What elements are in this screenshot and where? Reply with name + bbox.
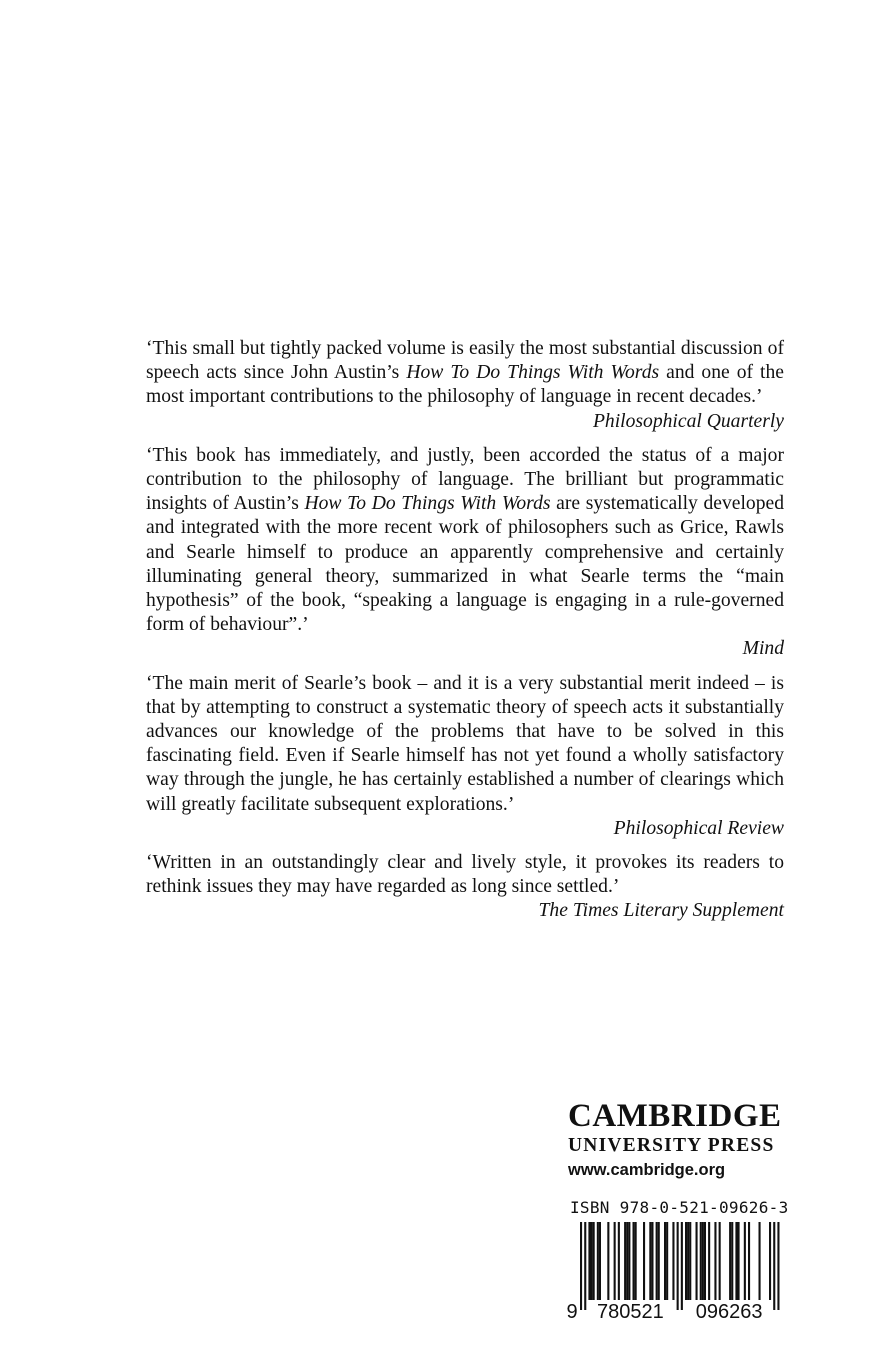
barcode-bar	[614, 1222, 616, 1300]
barcode-bar	[666, 1222, 668, 1300]
barcode-bar	[708, 1222, 710, 1300]
barcode-bar	[635, 1222, 637, 1300]
barcode-bar	[658, 1222, 660, 1300]
barcode-bar	[677, 1222, 679, 1310]
barcode-bar	[769, 1222, 771, 1300]
review-quote	[146, 337, 784, 434]
review-body	[146, 338, 784, 407]
barcode-bar	[729, 1222, 731, 1300]
barcode-bar	[702, 1222, 704, 1300]
barcode-bar	[584, 1222, 586, 1310]
barcode-bar	[664, 1222, 666, 1300]
barcode-bar	[696, 1222, 698, 1300]
barcode-bar	[714, 1222, 716, 1300]
review-body	[146, 673, 784, 815]
review-source: Mind	[742, 638, 784, 660]
barcode-bar	[687, 1222, 689, 1300]
review-text	[146, 444, 784, 638]
review-text	[146, 337, 784, 432]
barcode-bar	[681, 1222, 683, 1310]
barcode-digits: 096263	[695, 1301, 763, 1320]
review-body	[146, 852, 784, 897]
barcode-bar	[735, 1222, 737, 1300]
review-source: The Times Literary Supplement	[538, 900, 784, 922]
barcode-graphic	[566, 1222, 798, 1320]
barcode-bar	[597, 1222, 599, 1300]
barcode-bar	[748, 1222, 750, 1300]
barcode-bar	[719, 1222, 721, 1300]
review-text-segment: ‘This book has immediately, and justly, been accorded the status of a major contribution to the philosophy of language. The brilliant but programmatic insights of Austin’s	[146, 444, 784, 515]
barcode-bar	[643, 1222, 645, 1300]
barcode-bar	[744, 1222, 746, 1300]
barcode-bar	[599, 1222, 601, 1300]
barcode-bar	[626, 1222, 628, 1300]
barcode-bar	[689, 1222, 691, 1300]
barcode-bar	[593, 1222, 595, 1300]
barcode-bar	[656, 1222, 658, 1300]
barcode-bar	[685, 1222, 687, 1300]
book-title: How To Do Things With Words	[304, 493, 551, 515]
barcode-digits: 9	[566, 1301, 578, 1320]
barcode-bar	[591, 1222, 593, 1300]
review-quote	[146, 851, 784, 924]
book-title: How To Do Things With Words	[406, 362, 660, 384]
review-source: Philosophical Review	[613, 817, 784, 839]
barcode-bar	[588, 1222, 590, 1300]
review-text	[146, 672, 784, 817]
review-text-segment: ‘This small but tightly packed volume is easily the most substantial discussion of speech acts since John Austin’s	[146, 338, 784, 384]
barcode-bar	[700, 1222, 702, 1300]
review-text-segment: and one of the most important contributions to the philosophy of language in recent decades.’	[146, 362, 784, 408]
review-source: Philosophical Quarterly	[592, 410, 784, 432]
barcode-digits: 780521	[597, 1301, 664, 1320]
barcode-bar	[777, 1222, 779, 1310]
barcode-bar	[731, 1222, 733, 1300]
review-text-segment: ‘The main merit of Searle’s book – and it is a very substantial merit indeed – is that by attempting to construct a systematic theory of speech acts it substantially advances our knowledge of the problems that have to be solved in this fascinating field. Even if Searle himself has not yet found a wholly satisfactory way through the jungle, he has certainly established a number of clearings which will greatly facilitate subsequent explorations.’	[146, 672, 784, 815]
review-quote	[146, 672, 784, 841]
review-body	[146, 445, 784, 635]
isbn-label: ISBN 978-0-521-09626-3	[570, 1198, 789, 1217]
barcode-bar	[633, 1222, 635, 1300]
reviews-section	[146, 337, 784, 934]
barcode-bar	[580, 1222, 582, 1310]
review-text-segment: ‘Written in an outstandingly clear and lively style, it provokes its readers to rethink issues they may have regarded as long since settled.’	[146, 852, 784, 898]
barcode-bar	[624, 1222, 626, 1300]
review-text-segment: are systematically developed and integrated with the more recent work of philosophers such as Grice, Rawls and Searle himself to produce an apparently comprehensive and certainly illuminating general theory, summarized in what Searle terms the “main hypothesis” of the book, “speaking a language is engaging in a rule-governed form of behaviour”.’	[146, 493, 784, 636]
review-quote	[146, 444, 784, 662]
barcode-bar	[618, 1222, 620, 1300]
barcode	[566, 1222, 798, 1320]
review-text	[146, 851, 784, 899]
publisher-url: www.cambridge.org	[568, 1161, 726, 1179]
barcode-bar	[651, 1222, 653, 1300]
barcode-bar	[649, 1222, 651, 1300]
barcode-bar	[704, 1222, 706, 1300]
publisher-name: CAMBRIDGE	[568, 1098, 782, 1134]
publisher-logo	[568, 1098, 828, 1182]
barcode-bar	[672, 1222, 674, 1300]
barcode-bar	[628, 1222, 630, 1300]
publisher-subtitle: UNIVERSITY PRESS	[568, 1135, 775, 1156]
barcode-bar	[773, 1222, 775, 1310]
barcode-bar	[738, 1222, 740, 1300]
barcode-bar	[607, 1222, 609, 1300]
barcode-bar	[759, 1222, 761, 1300]
